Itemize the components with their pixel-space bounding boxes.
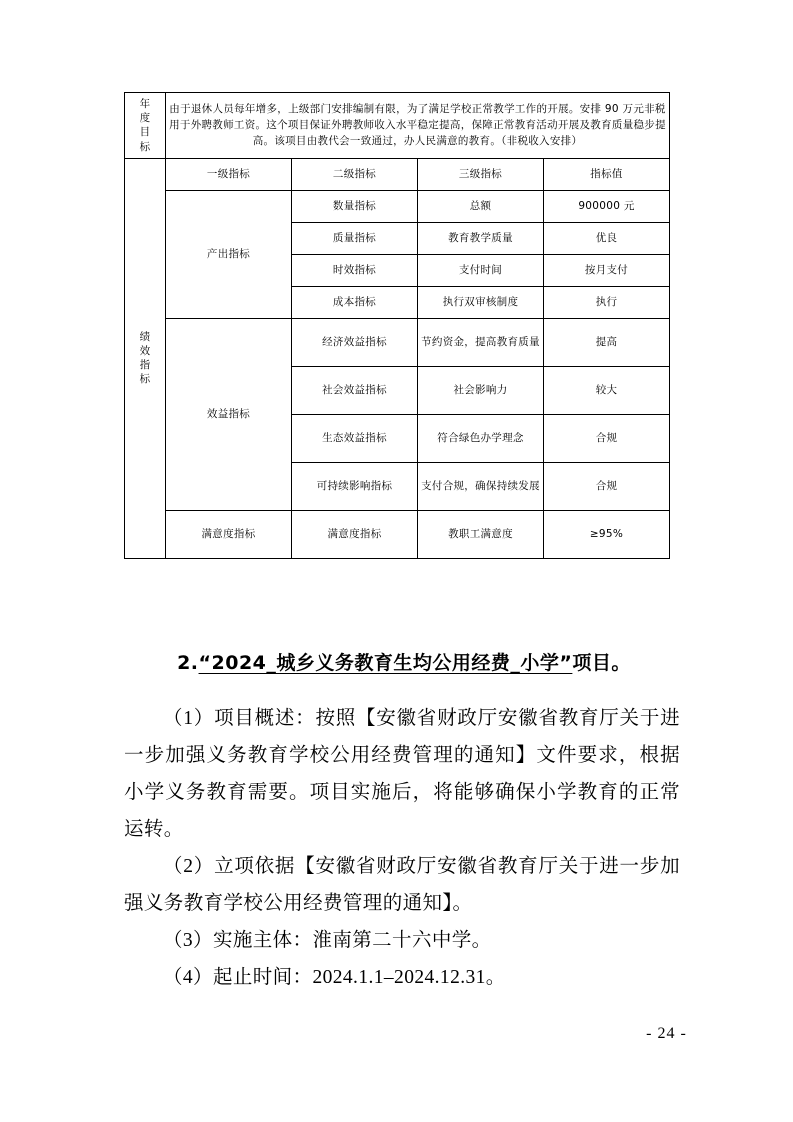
table-row (125, 510, 670, 558)
cell-level3: 社会影响力 (418, 366, 544, 414)
annual-goal-text: 由于退休人员每年增多，上级部门安排编制有限，为了满足学校正常教学工作的开展。安排 90 万元非税用于外聘教师工资。这个项目保证外聘教师收入水平稳定提高，保障正常教育活动开展及教育质量稳步提高。该项目由教代会一致通过，办人民满意的教育。（非税收入安排） (166, 93, 670, 159)
paragraph-project-overview: （1）项目概述：按照【安徽省财政厅安徽省教育厅关于进一步加强义务教育学校公用经费管理的通知】文件要求，根据小学义务教育需要。项目实施后，将能够确保小学教育的正常运转。 (124, 708, 680, 840)
table-row-annual-goal (125, 93, 670, 159)
section-number: 2. (177, 652, 199, 674)
row-label-annual-goal: 年度目标 (125, 93, 166, 159)
section-title-suffix: 项目。 (572, 652, 631, 674)
group-label-output: 产出指标 (166, 190, 292, 318)
cell-level3: 执行双审核制度 (418, 286, 544, 318)
paragraph-implementation-body: （3）实施主体：淮南第二十六中学。 (163, 930, 492, 951)
cell-level3: 教职工满意度 (418, 510, 544, 558)
cell-level2: 质量指标 (292, 222, 418, 254)
cell-level3: 节约资金，提高教育质量 (418, 318, 544, 366)
cell-value: 优良 (544, 222, 670, 254)
cell-value: 较大 (544, 366, 670, 414)
group-label-benefit: 效益指标 (166, 318, 292, 510)
page-number: - 24 - (646, 1025, 687, 1042)
cell-level3: 支付时间 (418, 254, 544, 286)
paragraph-duration: （4）起止时间：2024.1.1–2024.12.31。 (163, 967, 506, 988)
table-row (125, 190, 670, 222)
cell-value: 合规 (544, 462, 670, 510)
cell-value: 按月支付 (544, 254, 670, 286)
cell-level3: 总额 (418, 190, 544, 222)
header-level2: 二级指标 (292, 158, 418, 190)
header-level3: 三级指标 (418, 158, 544, 190)
cell-level3: 教育教学质量 (418, 222, 544, 254)
header-value: 指标值 (544, 158, 670, 190)
cell-level2: 成本指标 (292, 286, 418, 318)
cell-level2: 可持续影响指标 (292, 462, 418, 510)
cell-level2: 社会效益指标 (292, 366, 418, 414)
cell-level2: 满意度指标 (292, 510, 418, 558)
cell-level2: 生态效益指标 (292, 414, 418, 462)
table-row (125, 318, 670, 366)
cell-value: 执行 (544, 286, 670, 318)
cell-level3: 符合绿色办学理念 (418, 414, 544, 462)
paragraph-basis: （2）立项依据【安徽省财政厅安徽省教育厅关于进一步加强义务教育学校公用经费管理的通知】。 (124, 856, 680, 914)
cell-level2: 时效指标 (292, 254, 418, 286)
cell-level2: 数量指标 (292, 190, 418, 222)
section-heading (124, 648, 684, 675)
performance-indicator-table (124, 92, 670, 559)
row-label-performance-indicator: 绩效指标 (125, 158, 166, 558)
cell-value: 提高 (544, 318, 670, 366)
cell-value: 900000 元 (544, 190, 670, 222)
table-header-row (125, 158, 670, 190)
cell-value: 合规 (544, 414, 670, 462)
cell-level3: 支付合规，确保持续发展 (418, 462, 544, 510)
header-level1: 一级指标 (166, 158, 292, 190)
group-label-satisfaction: 满意度指标 (166, 510, 292, 558)
section-title-quoted: “2024_城乡义务教育生均公用经费_小学” (198, 652, 573, 674)
cell-value: ≥95% (544, 510, 670, 558)
cell-level2: 经济效益指标 (292, 318, 418, 366)
